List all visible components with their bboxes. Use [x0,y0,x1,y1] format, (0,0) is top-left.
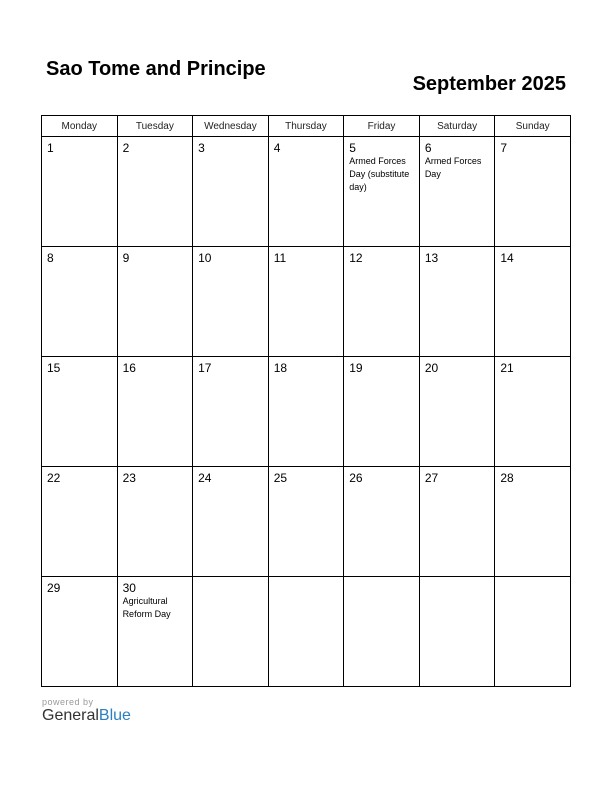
day-number: 24 [198,471,212,485]
weekday-thursday: Thursday [268,116,344,137]
day-number: 16 [122,361,136,375]
holiday-label: Agricultural Reform Day [122,596,171,619]
country-title: Sao Tome and Principe [46,58,266,80]
day-cell [193,247,269,357]
weekday-sunday: Sunday [495,116,571,137]
weekday-wednesday: Wednesday [193,116,269,137]
day-number: 23 [122,471,136,485]
day-cell [117,357,193,467]
month-title: September 2025 [412,73,566,95]
weekday-friday: Friday [344,116,420,137]
day-cell [495,577,571,687]
day-number: 18 [273,361,288,375]
week-row [42,467,571,577]
day-cell [344,137,420,247]
week-row [42,137,571,247]
day-number: 3 [198,141,205,155]
day-cell [42,137,118,247]
day-cell [419,247,495,357]
day-cell [268,577,344,687]
week-row [42,577,571,687]
weekday-header-row [42,116,571,137]
day-number: 8 [47,251,54,265]
day-number: 4 [273,141,281,155]
footer-branding [42,697,131,725]
day-number: 30 [122,581,136,595]
day-cell [344,467,420,577]
day-number: 10 [198,251,212,265]
day-number: 19 [349,361,363,375]
day-number: 29 [47,581,61,595]
day-cell [495,247,571,357]
day-cell [268,137,344,247]
day-number [193,577,268,581]
calendar-grid [41,115,571,687]
day-cell [193,357,269,467]
day-cell [193,137,269,247]
day-number: 2 [122,141,130,155]
day-cell [344,577,420,687]
generalblue-logo [42,707,131,725]
weekday-saturday: Saturday [419,116,495,137]
day-cell [419,467,495,577]
day-cell [419,357,495,467]
day-cell [268,357,344,467]
day-cell [344,357,420,467]
day-cell [495,357,571,467]
day-number: 20 [424,361,439,375]
brand-blue: Blue [98,707,131,724]
day-cell [42,247,118,357]
day-cell [193,577,269,687]
day-number [269,577,344,581]
day-cell [495,467,571,577]
day-number: 9 [122,251,130,265]
day-cell [268,247,344,357]
day-cell [268,467,344,577]
day-number: 5 [349,141,356,155]
week-row [42,357,571,467]
day-number: 22 [47,471,61,485]
holiday-label: Armed Forces Day (substitute day) [349,156,410,192]
day-cell [42,357,118,467]
day-cell [117,467,193,577]
day-number: 28 [500,471,514,485]
week-row [42,247,571,357]
day-number: 7 [500,141,508,155]
brand-general: General [42,707,99,724]
day-cell [419,137,495,247]
weekday-tuesday: Tuesday [117,116,193,137]
day-cell [117,247,193,357]
day-number: 12 [349,251,363,265]
day-number [495,577,570,581]
day-number: 6 [424,141,432,155]
day-number: 27 [424,471,439,485]
day-cell [495,137,571,247]
day-number [420,577,495,581]
powered-by-text: powered by [42,697,94,707]
day-cell [117,577,193,687]
holiday-label: Armed Forces Day [424,156,482,179]
day-cell [117,137,193,247]
weekday-monday: Monday [42,116,118,137]
day-number [344,577,419,581]
day-number: 11 [273,251,287,265]
day-number: 25 [273,471,288,485]
day-cell [344,247,420,357]
day-number: 1 [47,141,54,155]
day-number: 14 [500,251,514,265]
day-number: 15 [47,361,61,375]
day-cell [193,467,269,577]
day-cell [419,577,495,687]
day-number: 26 [349,471,363,485]
day-number: 17 [198,361,212,375]
day-cell [42,467,118,577]
day-number: 21 [500,361,514,375]
day-number: 13 [424,251,439,265]
day-cell [42,577,118,687]
